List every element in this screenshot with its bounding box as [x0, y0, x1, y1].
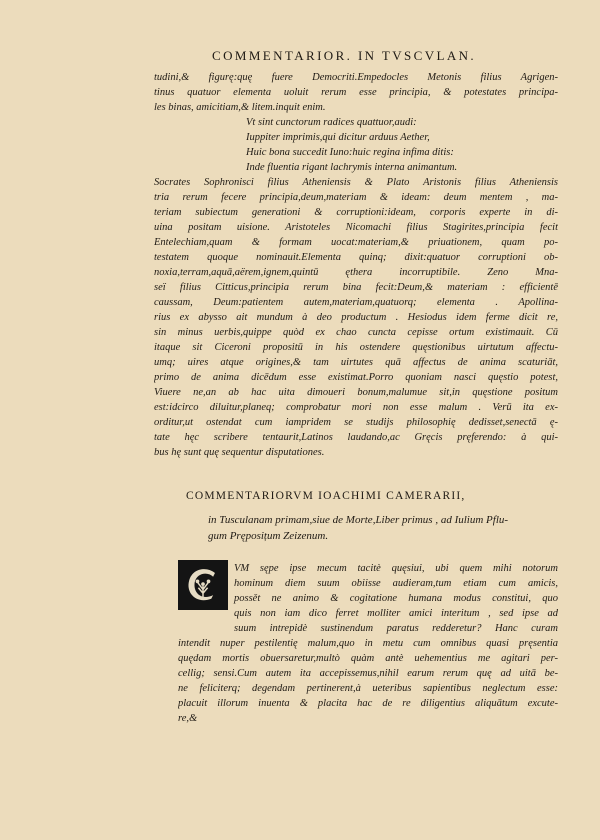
text-line: tudini,& figurę:quę fuere Democriti.Empedocles Metonis filius Agrigen- — [154, 72, 558, 83]
text-line: noxia,terram,aquā,aërem,ignem,quintū ęthera incorruptibile. Zeno Mna- — [154, 267, 558, 278]
text-line: gum Pręposițum Zeizenum. — [208, 530, 329, 542]
text-line: quędam mortis obuersaretur,multò quàm antè uehementius me agitari per- — [178, 653, 558, 664]
text-line: testatem quoque nominauit.Elementa quinq; dixit:quatuor corruptioni ob- — [154, 252, 558, 263]
section-subtitle — [208, 512, 558, 544]
text-line: est:idcirco diluitur,planeq; comprobatur mori non esse malum . Verū ita ex- — [154, 402, 558, 413]
running-header: COMMENTARIOR. IN TVSCVLAN. — [212, 48, 477, 63]
text-line: in Tusculanam primam,siue de Morte,Liber primus , ad Iulium Pflu- — [208, 514, 509, 526]
text-line: Viuere ne,an ab hac uita dimoueri bonum,malumue sit,in quęstione positum — [154, 387, 558, 398]
text-line: hominum diem suum obiisse audieram,tum etiam cum amicis, — [234, 578, 558, 589]
text-line: suum intrepidè sustinendum paratus redderetur? Hanc curam — [234, 623, 558, 634]
text-line: Huic bona succedit Iuno:huic regina infima ditis: — [246, 147, 454, 158]
text-line: bus hę sunt quę sequentur disputationes. — [154, 447, 325, 458]
text-line: intendit nuper pestilentię malum,quo in metu cum omnibus quasi pręsentia — [178, 638, 558, 649]
text-line: possět ne animo & cogitatione humana modus constitui, quo — [234, 593, 558, 604]
text-line: primo de anima dicēdum esse existimat.Porro quoniam nasci quęstio potest, — [154, 372, 558, 383]
verse-quotation — [154, 115, 558, 175]
text-line: VM sępe ipse mecum tacitè quęsiui, ubi quem mihi notorum — [234, 563, 558, 574]
text-line: quis non iam dico ferret molliter amici interitum , sed ipse ad — [234, 608, 558, 619]
text-line: teriam subiectum generationi & corruptioni:ideam, corporis experte in di- — [154, 207, 558, 218]
text-line: seï filius Citticus,principia rerum bina fecit:Deum,& materiam : efficientē — [154, 282, 558, 293]
text-line: Vt sint cunctorum radices quattuor,audi: — [246, 117, 417, 128]
text-line: cellig; sensi.Cum autem ita accepissemus,nihil earum rerum quę ad uitā be- — [178, 668, 558, 679]
text-line: tria rerum fecere principia,deum,materiam & ideam: deum mentem , ma- — [154, 192, 558, 203]
text-line: rius ex abysso ait mundum à deo productum . Hesiodus idem ferme dicit re, — [154, 312, 558, 323]
text-line: itaque sit Ciceroni propositū in his ostendere quęstionibus uirtutum affectu- — [154, 342, 558, 353]
text-line: ne feliciterq; degendam pertinerent,à ueteribus sapientibus neglectum esse: — [178, 683, 558, 694]
section-heading: COMMENTARIORVM IOACHIMI CAMERARII, — [186, 490, 466, 502]
text-line: orditur,ut ostendat cum iampridem se studijs philosophię dedisset,senectā ę- — [154, 417, 558, 428]
text-line: Iuppiter imprimis,qui dicitur arduus Aether, — [246, 132, 430, 143]
text-line: Entelechiam,quam & formam uocat:materiam,& priuationem, quam po- — [154, 237, 558, 248]
text-line: tate hęc scribere tentaurit,Latinos laudando,ac Gręcis pręferendo: à qui- — [154, 432, 558, 443]
text-line: Socrates Sophronisci filius Atheniensis & Plato Aristonis filius Atheniensis — [154, 177, 558, 188]
paragraph-philosophers — [154, 175, 558, 460]
text-line: sin minus uerbis,quippe quòd ex chao cuncta cepisse ortum existimauit. Cū — [154, 327, 558, 338]
text-line: placuit illorum inuenta & placita hac de re diligentius aliquātum excute- — [178, 698, 558, 709]
paragraph-empedocles — [154, 70, 558, 115]
text-line: Inde fluentia rigant lachrymis interna animantum. — [246, 162, 458, 173]
text-line: uina positam uisione. Aristoteles Nicomachi filius Stagirites,principia fecit — [154, 222, 558, 233]
body-text — [178, 561, 558, 726]
text-line: caussam, Deum:patientem autem,materiam,quatuorq; elementa . Apollina- — [154, 297, 558, 308]
text-line: les binas, amicitiam,& litem.inquit enim. — [154, 102, 326, 113]
text-line: umq; uires atque origines,& tam uirtutes quā affectus de anima scaturiāt, — [154, 357, 558, 368]
text-line: tinus quatuor elementa uoluit rerum esse principia, & potestates principa- — [154, 87, 558, 98]
text-line: re,& — [178, 713, 198, 724]
